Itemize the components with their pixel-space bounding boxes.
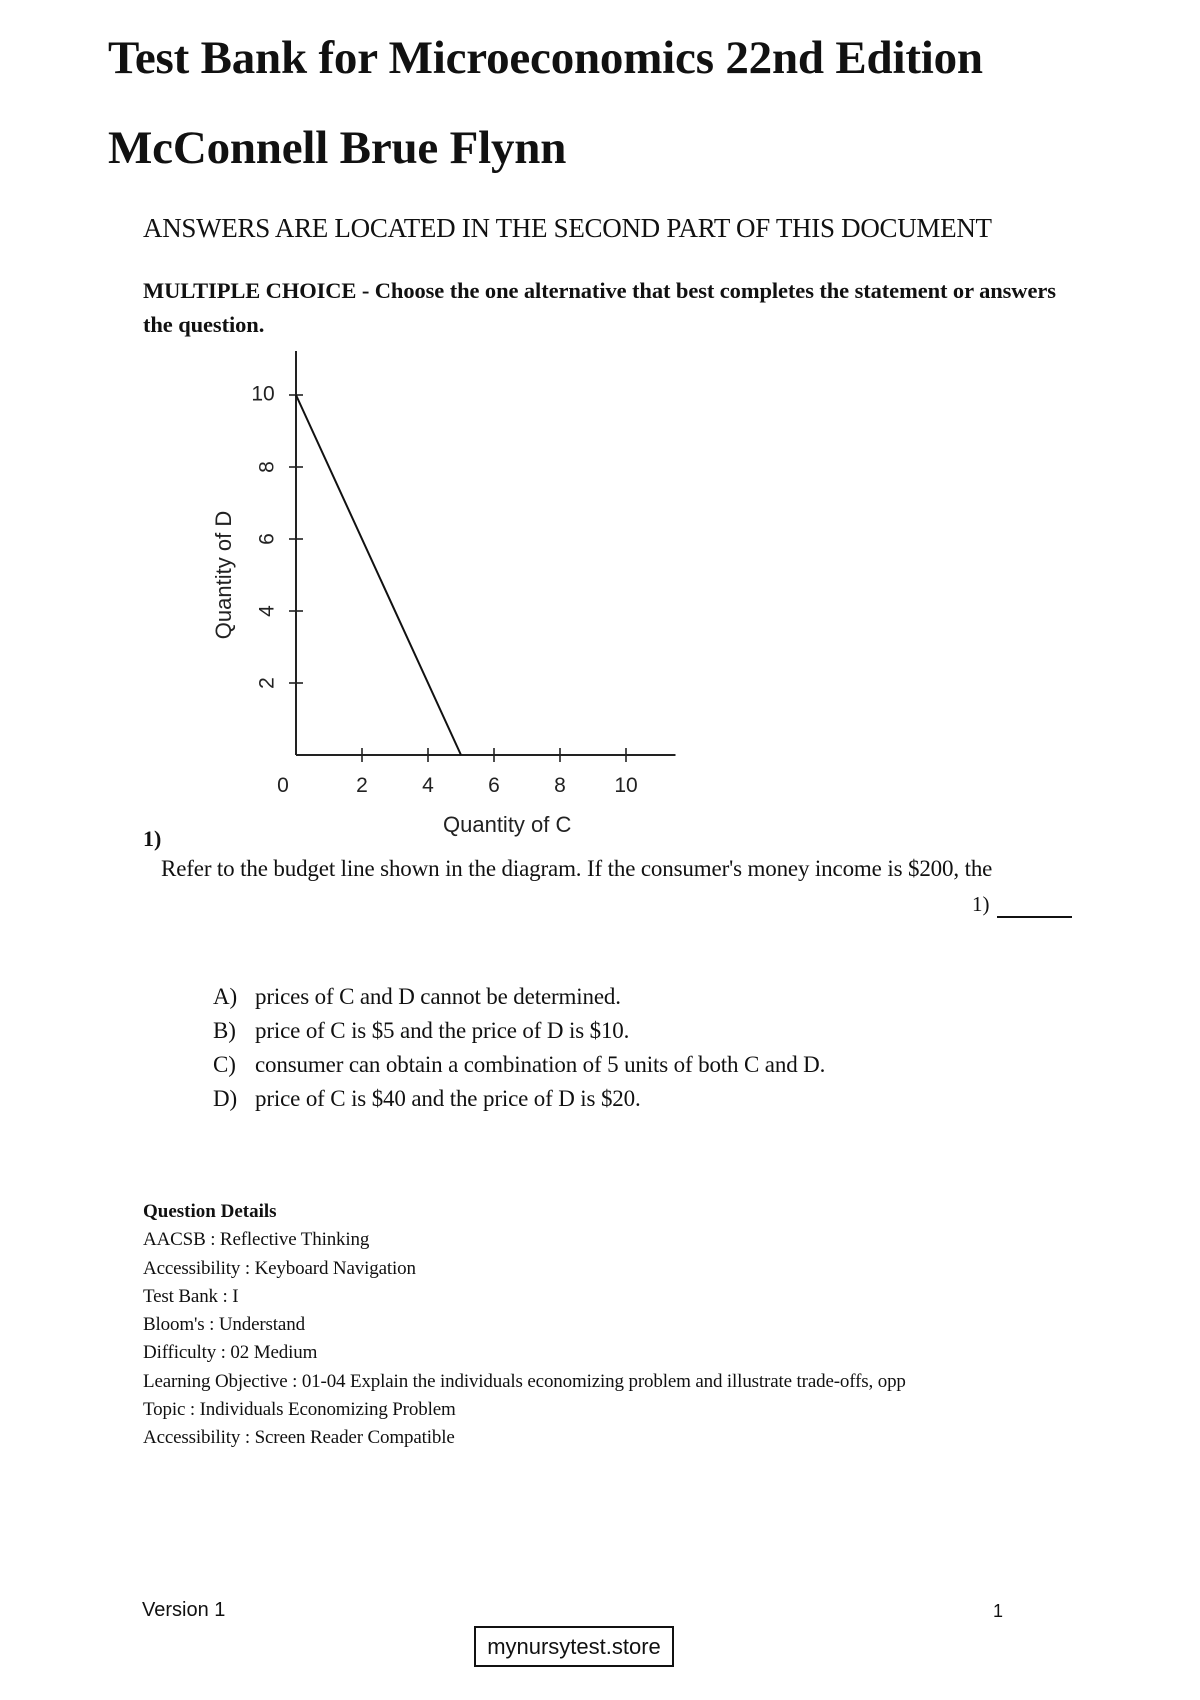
answer-number: 1) (972, 892, 990, 916)
budget-line-chart (200, 340, 700, 840)
choice-text: prices of C and D cannot be determined. (255, 984, 621, 1009)
x-tick-label: 2 (356, 774, 368, 797)
choice-text: price of C is $5 and the price of D is $10. (255, 1018, 630, 1043)
y-tick-label: 8 (255, 461, 279, 473)
x-axis-title: Quantity of C (443, 812, 572, 837)
choice-d[interactable] (213, 1082, 825, 1116)
question-details-heading: Question Details (143, 1201, 277, 1222)
document-title-line-2: McConnell Brue Flynn (108, 122, 567, 174)
watermark-text: mynursytest.store (487, 1633, 661, 1659)
question-details (143, 1198, 906, 1453)
watermark-box (474, 1626, 674, 1667)
x-tick-label: 6 (488, 774, 500, 797)
detail-accessibility-screen-reader: Accessibility : Screen Reader Compatible (143, 1427, 455, 1449)
origin-label: 0 (277, 774, 289, 797)
choice-letter: D) (213, 1086, 237, 1111)
y-axis-title: Quantity of D (210, 510, 236, 640)
choice-b[interactable] (213, 1014, 825, 1048)
detail-accessibility-keyboard: Accessibility : Keyboard Navigation (143, 1257, 416, 1279)
x-tick-label: 8 (554, 774, 566, 797)
choice-a[interactable] (213, 980, 825, 1014)
page-number: 1 (993, 1601, 1004, 1621)
version-label: Version 1 (142, 1599, 226, 1621)
choice-c[interactable] (213, 1048, 825, 1082)
instructions: MULTIPLE CHOICE - Choose the one alternative that best completes the statement or answers the question. (143, 278, 1056, 337)
y-tick-label: 10 (251, 382, 275, 406)
question-stem: Refer to the budget line shown in the diagram. If the consumer's money income is $200, the (161, 856, 993, 881)
detail-blooms: Bloom's : Understand (143, 1314, 305, 1336)
choice-letter: A) (213, 984, 237, 1009)
choice-letter: C) (213, 1052, 236, 1077)
detail-test-bank: Test Bank : I (143, 1285, 239, 1307)
choice-text: consumer can obtain a combination of 5 units of both C and D. (255, 1052, 826, 1077)
choice-text: price of C is $40 and the price of D is $20. (255, 1086, 641, 1111)
question-number: 1) (143, 826, 162, 851)
document-title-line-1: Test Bank for Microeconomics 22nd Edition (108, 32, 983, 84)
y-tick-label: 2 (255, 677, 279, 689)
detail-difficulty: Difficulty : 02 Medium (143, 1342, 318, 1364)
answer-blank[interactable] (997, 916, 1072, 918)
answer-choices (213, 980, 825, 1116)
budget-line (296, 395, 461, 755)
answers-notice: ANSWERS ARE LOCATED IN THE SECOND PART OF THIS DOCUMENT (143, 213, 992, 243)
y-tick-label: 4 (255, 605, 279, 617)
choice-letter: B) (213, 1018, 236, 1043)
y-tick-label: 6 (255, 533, 279, 545)
detail-learning-objective: Learning Objective : 01-04 Explain the individuals economizing problem and illustrate trade-offs, opp (143, 1370, 906, 1392)
x-tick-label: 4 (422, 774, 434, 797)
detail-aacsb: AACSB : Reflective Thinking (143, 1229, 370, 1251)
x-tick-label: 10 (614, 774, 638, 797)
detail-topic: Topic : Individuals Economizing Problem (143, 1399, 456, 1421)
